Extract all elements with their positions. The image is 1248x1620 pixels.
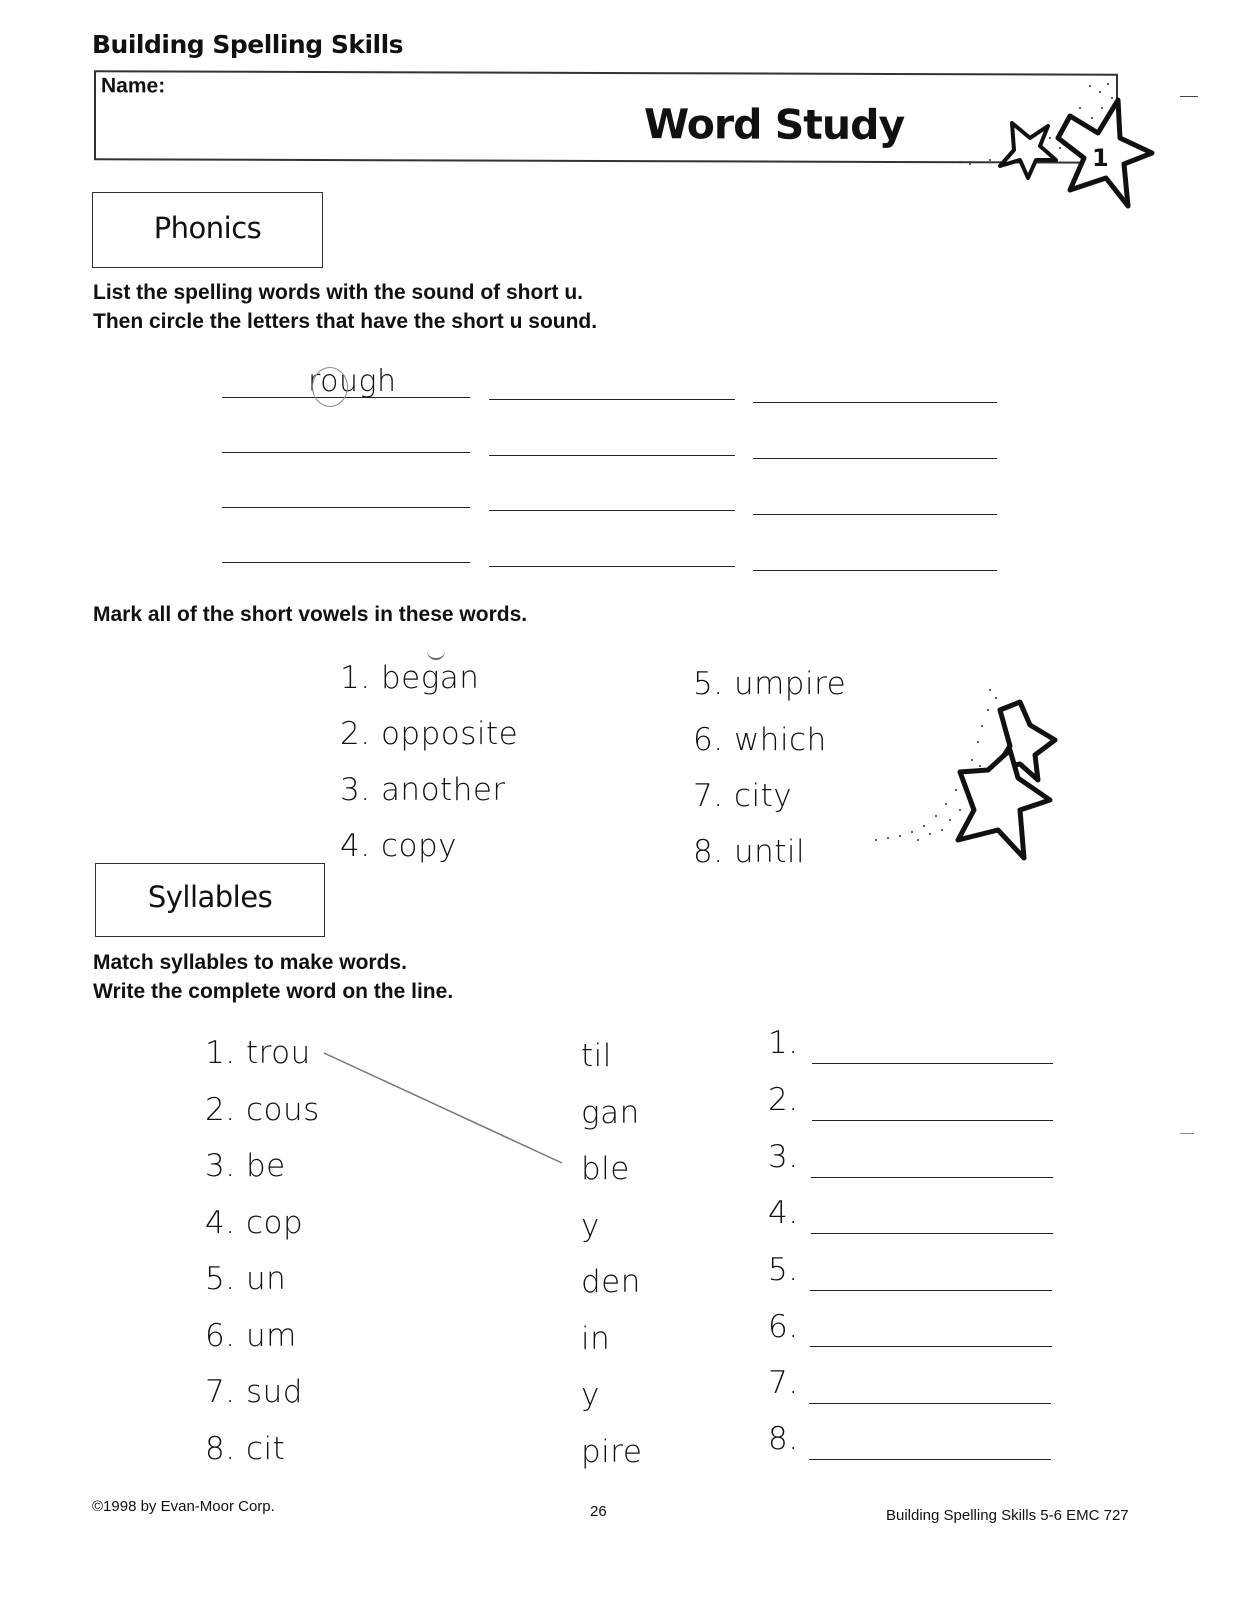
short-vowel-word: which <box>733 722 827 758</box>
short-vowel-word: umpire <box>733 666 847 702</box>
first-syllable-item: 4. cop <box>205 1204 304 1241</box>
short-vowels-left-list <box>340 650 518 874</box>
series-title: Building Spelling Skills <box>92 30 404 59</box>
phonics-answer-line[interactable] <box>489 399 735 400</box>
answer-line[interactable] <box>811 1177 1053 1178</box>
short-vowel-word-item: 8. until <box>693 834 806 870</box>
phonics-answer-line[interactable] <box>753 458 997 459</box>
second-syllable[interactable]: y <box>581 1207 600 1244</box>
first-syllable-item: 2. cous <box>205 1091 320 1128</box>
margin-mark <box>1180 96 1198 97</box>
answer-line[interactable] <box>809 1459 1051 1460</box>
first-syllable[interactable]: cit <box>245 1430 286 1467</box>
short-vowel-word: began <box>380 660 480 696</box>
phonics-answer-line[interactable] <box>489 455 735 456</box>
first-syllable[interactable]: trou <box>245 1035 311 1071</box>
circled-letters-mark <box>312 367 348 407</box>
second-syllable[interactable]: den <box>581 1264 641 1300</box>
first-syllable[interactable]: un <box>245 1261 287 1297</box>
short-vowel-word-item: 2. opposite <box>340 716 519 752</box>
answer-number: 2. <box>768 1082 799 1118</box>
answer-line[interactable] <box>811 1233 1053 1234</box>
phonics-answer-line[interactable] <box>222 507 470 508</box>
phonics-answer-line[interactable] <box>489 510 735 511</box>
first-syllable-item: 3. be <box>205 1148 286 1184</box>
decorative-stars-icon <box>860 680 1060 870</box>
margin-mark <box>1180 1133 1194 1134</box>
syllables-instruction-line-1: Match syllables to make words. <box>93 951 407 974</box>
phonics-answer-line[interactable] <box>753 570 997 571</box>
syllables-instruction-line-2: Write the complete word on the line. <box>93 980 454 1003</box>
answer-line[interactable] <box>812 1120 1053 1121</box>
answer-number: 4. <box>768 1195 799 1231</box>
second-syllable[interactable]: ble <box>581 1151 630 1187</box>
short-vowel-word: another <box>380 772 506 808</box>
second-syllables-list <box>581 1028 642 1480</box>
footer-copyright: ©1998 by Evan-Moor Corp. <box>92 1498 275 1515</box>
short-vowel-word: copy <box>380 828 457 864</box>
first-syllable[interactable]: be <box>245 1148 286 1184</box>
short-vowel-word-item: 7. city <box>693 778 793 814</box>
first-syllable-item: 7. sud <box>205 1374 303 1410</box>
short-vowel-word-item: 6. which <box>693 722 827 758</box>
second-syllable[interactable]: pire <box>581 1433 643 1470</box>
answer-line[interactable] <box>810 1290 1052 1291</box>
syllables-instructions <box>93 948 453 1006</box>
phonics-answer-line[interactable] <box>753 402 997 403</box>
match-line <box>320 1045 570 1170</box>
page-title: Word Study <box>644 100 905 150</box>
phonics-answer-line[interactable] <box>222 452 470 453</box>
short-vowel-word-item: 5. umpire <box>693 666 847 702</box>
short-vowel-word: city <box>733 778 793 814</box>
phonics-section-label: Phonics <box>153 211 262 245</box>
first-syllables-list <box>205 1025 320 1477</box>
first-syllable[interactable]: cop <box>245 1204 304 1241</box>
answer-line[interactable] <box>809 1403 1051 1404</box>
short-vowels-right-list <box>693 656 846 880</box>
short-vowel-word: until <box>733 834 806 870</box>
first-syllable[interactable]: um <box>245 1317 297 1354</box>
short-vowel-word-item: 3. another <box>340 772 506 808</box>
first-syllable-item: 8. cit <box>205 1430 286 1467</box>
unit-number: 1 <box>1092 144 1109 172</box>
first-syllable[interactable]: cous <box>245 1091 320 1128</box>
answer-number: 5. <box>768 1252 799 1288</box>
first-syllable-item: 1. trou <box>205 1035 311 1071</box>
footer-book-code: Building Spelling Skills 5-6 EMC 727 <box>886 1507 1129 1524</box>
phonics-answer-line[interactable] <box>753 514 997 515</box>
short-vowel-word: opposite <box>380 716 519 752</box>
footer-page-number: 26 <box>590 1503 607 1520</box>
phonics-answer-line[interactable] <box>222 562 470 563</box>
second-syllable[interactable]: y <box>581 1377 600 1413</box>
syllables-section-label: Syllables <box>147 880 273 914</box>
answer-number: 7. <box>768 1365 799 1401</box>
answer-line[interactable] <box>812 1063 1053 1064</box>
short-vowel-word-item: 1. began <box>340 660 480 696</box>
name-label[interactable]: Name: <box>101 74 166 98</box>
header-stars-icon <box>930 78 1170 218</box>
phonics-instruction-line-2: Then circle the letters that have the short u sound. <box>93 310 598 333</box>
syllables-section-label-box <box>95 863 325 937</box>
answer-number: 6. <box>768 1309 799 1345</box>
second-syllable[interactable]: in <box>581 1320 611 1357</box>
phonics-instruction-line-1: List the spelling words with the sound of short u. <box>93 281 583 304</box>
phonics-section-label-box <box>92 192 323 268</box>
answer-number: 8. <box>768 1421 799 1457</box>
answer-line[interactable] <box>810 1346 1052 1347</box>
first-syllable-item: 5. un <box>205 1261 287 1297</box>
answer-number: 1. <box>768 1025 799 1061</box>
phonics-example-answer: rough <box>308 364 397 399</box>
second-syllable[interactable]: til <box>581 1038 612 1074</box>
phonics-instructions <box>93 278 597 336</box>
phonics-answer-line[interactable] <box>489 566 735 567</box>
short-vowel-word-item: 4. copy <box>340 828 457 864</box>
second-syllable[interactable]: gan <box>581 1094 640 1131</box>
first-syllable-item: 6. um <box>205 1317 297 1354</box>
answer-number: 3. <box>768 1139 799 1175</box>
first-syllable[interactable]: sud <box>245 1374 303 1410</box>
short-vowels-instructions: Mark all of the short vowels in these words. <box>93 603 528 626</box>
